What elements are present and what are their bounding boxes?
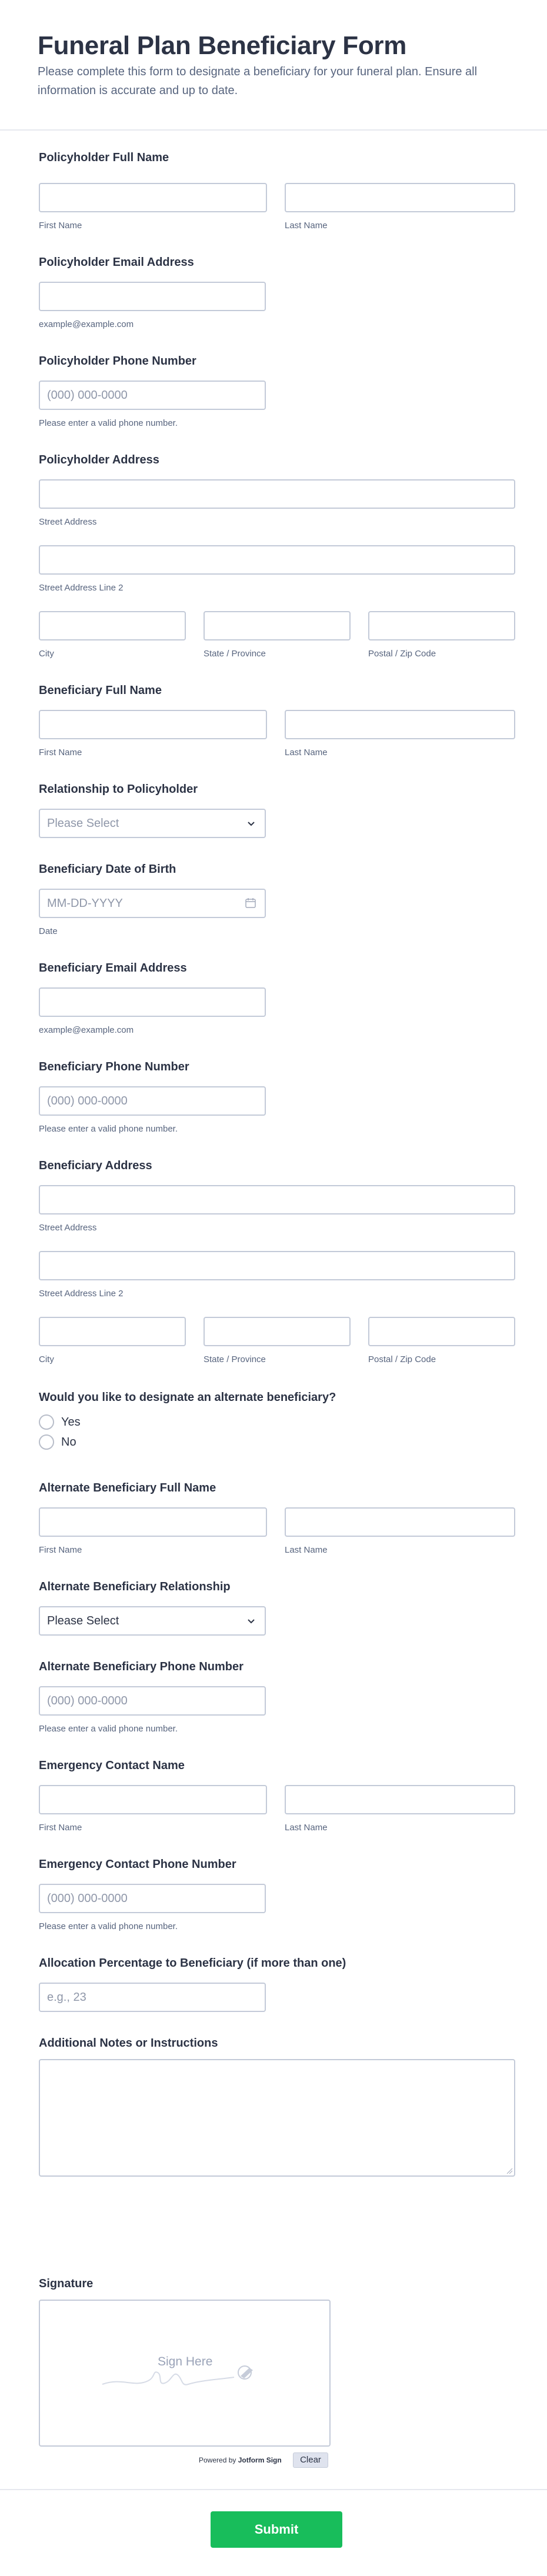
zip-sublabel: Postal / Zip Code	[368, 1354, 436, 1364]
radio-circle[interactable]	[39, 1414, 54, 1430]
state-input[interactable]	[204, 611, 351, 640]
street-sublabel: Street Address	[39, 517, 97, 527]
state-sublabel: State / Province	[204, 649, 266, 659]
phone-sublabel: Please enter a valid phone number.	[39, 1921, 178, 1931]
state-sublabel: State / Province	[204, 1354, 266, 1364]
field-label: Policyholder Phone Number	[39, 355, 196, 368]
street2-sublabel: Street Address Line 2	[39, 1289, 124, 1299]
form-header	[0, 0, 547, 131]
field-label: Beneficiary Phone Number	[39, 1060, 189, 1073]
first-name-input[interactable]	[39, 1785, 267, 1814]
radio-circle[interactable]	[39, 1434, 54, 1450]
field-label: Policyholder Email Address	[39, 256, 194, 269]
field-label: Relationship to Policyholder	[39, 783, 198, 796]
field-label: Would you like to designate an alternate beneficiary?	[39, 1391, 336, 1404]
first-name-sublabel: First Name	[39, 748, 82, 758]
first-name-sublabel: First Name	[39, 1823, 82, 1833]
email-input[interactable]	[39, 282, 266, 311]
zip-sublabel: Postal / Zip Code	[368, 649, 436, 659]
chevron-down-icon	[246, 1616, 256, 1626]
last-name-input[interactable]	[285, 1785, 515, 1814]
zip-input[interactable]	[368, 611, 515, 640]
radio-label: No	[61, 1435, 76, 1449]
street2-sublabel: Street Address Line 2	[39, 583, 124, 593]
street-input[interactable]	[39, 479, 515, 509]
city-input[interactable]	[39, 611, 186, 640]
last-name-input[interactable]	[285, 1507, 515, 1537]
city-sublabel: City	[39, 1354, 54, 1364]
phone-input[interactable]: (000) 000-0000	[39, 1086, 266, 1116]
allocation-input[interactable]: e.g., 23	[39, 1983, 266, 2012]
last-name-sublabel: Last Name	[285, 1545, 328, 1555]
radio-label: Yes	[61, 1415, 81, 1429]
date-sublabel: Date	[39, 926, 58, 936]
city-sublabel: City	[39, 649, 54, 659]
last-name-sublabel: Last Name	[285, 221, 328, 231]
email-input[interactable]	[39, 987, 266, 1017]
last-name-input[interactable]	[285, 183, 515, 212]
relationship-select[interactable]	[39, 1606, 266, 1636]
footer-divider	[0, 2489, 547, 2490]
field-label: Policyholder Full Name	[39, 151, 169, 164]
street2-input[interactable]	[39, 1251, 515, 1280]
field-label: Allocation Percentage to Beneficiary (if more than one)	[39, 1957, 346, 1970]
field-label: Signature	[39, 2277, 94, 2290]
form-title: Funeral Plan Beneficiary Form	[38, 31, 407, 60]
resize-grip-icon[interactable]	[506, 2167, 513, 2174]
select-value: Please Select	[47, 1614, 119, 1627]
field-label: Beneficiary Email Address	[39, 962, 187, 975]
state-input[interactable]	[204, 1317, 351, 1346]
submit-button[interactable]: Submit	[211, 2511, 342, 2548]
field-label: Alternate Beneficiary Full Name	[39, 1481, 216, 1494]
field-label: Beneficiary Full Name	[39, 684, 162, 697]
last-name-input[interactable]	[285, 710, 515, 739]
street2-input[interactable]	[39, 545, 515, 575]
radio-no[interactable]	[39, 1434, 76, 1450]
powered-by	[199, 2456, 282, 2464]
phone-sublabel: Please enter a valid phone number.	[39, 1724, 178, 1734]
date-input[interactable]	[39, 889, 266, 918]
first-name-input[interactable]	[39, 1507, 267, 1537]
form-description: Please complete this form to designate a beneficiary for your funeral plan. Ensure all information is accurate and up to date.	[38, 65, 478, 97]
last-name-sublabel: Last Name	[285, 748, 328, 758]
powered-by-brand: Jotform Sign	[238, 2456, 282, 2464]
last-name-sublabel: Last Name	[285, 1823, 328, 1833]
zip-input[interactable]	[368, 1317, 515, 1346]
sign-here-text: Sign Here	[158, 2355, 213, 2368]
phone-input[interactable]: (000) 000-0000	[39, 1686, 266, 1716]
chevron-down-icon	[246, 818, 256, 829]
field-label: Additional Notes or Instructions	[39, 2037, 218, 2050]
field-label: Alternate Beneficiary Phone Number	[39, 1660, 244, 1673]
field-label: Beneficiary Address	[39, 1159, 152, 1172]
notes-textarea[interactable]	[39, 2059, 515, 2177]
street-input[interactable]	[39, 1185, 515, 1214]
first-name-input[interactable]	[39, 183, 267, 212]
calendar-icon[interactable]	[245, 897, 256, 909]
select-value: Please Select	[47, 817, 119, 830]
email-sublabel: example@example.com	[39, 319, 134, 329]
clear-signature-button[interactable]: Clear	[293, 2452, 328, 2468]
phone-sublabel: Please enter a valid phone number.	[39, 418, 178, 428]
field-label: Beneficiary Date of Birth	[39, 863, 176, 876]
phone-input[interactable]: (000) 000-0000	[39, 381, 266, 410]
first-name-sublabel: First Name	[39, 221, 82, 231]
city-input[interactable]	[39, 1317, 186, 1346]
field-label: Emergency Contact Phone Number	[39, 1858, 236, 1871]
email-sublabel: example@example.com	[39, 1025, 134, 1035]
first-name-input[interactable]	[39, 710, 267, 739]
date-placeholder: MM-DD-YYYY	[47, 897, 123, 910]
relationship-select[interactable]	[39, 809, 266, 838]
first-name-sublabel: First Name	[39, 1545, 82, 1555]
field-label: Policyholder Address	[39, 453, 159, 466]
field-label: Emergency Contact Name	[39, 1759, 185, 1772]
street-sublabel: Street Address	[39, 1223, 97, 1233]
powered-by-text: Powered by	[199, 2456, 236, 2464]
field-label: Alternate Beneficiary Relationship	[39, 1580, 231, 1593]
radio-yes[interactable]	[39, 1414, 81, 1430]
signature-pad[interactable]	[39, 2300, 331, 2447]
phone-input[interactable]: (000) 000-0000	[39, 1884, 266, 1913]
phone-sublabel: Please enter a valid phone number.	[39, 1124, 178, 1134]
